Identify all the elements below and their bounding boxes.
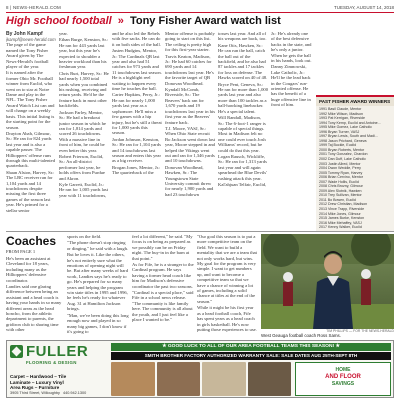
paragraph: Kyle Garrett, Euclid, Jr.: He ran for 1,005 yards last year with 11 touchdowns, — [59, 181, 108, 198]
list-item: 2014 Mike Jones, Gilmour — [319, 211, 361, 216]
list-item: 2017 Kenny Walker, Euclid — [319, 225, 362, 230]
paragraph: Bryce Pent, Geneva, Sr.: He ran for more than 1,000 yards last year and also more than 100 tackles as a ball-hawking linebacker. He's a special talent. — [218, 81, 268, 114]
list-item: 2013 Vince Trapp, Riverside — [319, 207, 365, 212]
paragraph: and he also led the Rebels with five sacks. He can do it on both sides of the ball. — [112, 31, 161, 47]
paragraph: Shaan Alston, Harvey, Sr.: The LBC receiver ran for 1,104 yards and 14 touchdowns despite missing the first three games of the season last year. He's primed for a stellar senior — [6, 169, 55, 213]
list-item: 2005 Tommy Ryan, Harvey — [319, 170, 363, 175]
paragraph: "The phone doesn't stop ringing or dinging," he said with a laugh. — [67, 240, 129, 251]
paragraph: Travis Keaton, Madison, Jr.: He had 60 catches for 690 yards and 14 touchdowns last year. He's the favorite target of QB Donovan Woodhead. — [165, 53, 214, 86]
ad-product-list — [10, 374, 110, 391]
paragraph: Ethan Burge, Kenston, Sr.: He ran for 443 yards last year, but this year he's expected to shoulder a heavier workload than his freshman year. — [59, 37, 109, 70]
headline-kicker: High school football — [6, 15, 112, 27]
ad-side-text: AND FLOOR — [325, 374, 361, 380]
paragraph: The page of the game named the Tony Fisher Award given by The News-Herald's football player of the year. — [6, 42, 49, 70]
paragraph: year. — [59, 31, 68, 36]
ad-photo-strip — [111, 362, 291, 396]
paragraph: While it might be his first year as a head football coach, Fife has spent years as a head coach in girls basketball. He's now putting those experiences to use. — [197, 305, 257, 332]
paragraph: Will Randall, Madison, Sr.: The 6-foot-1 ranger is capable of special things. Most in Madison felt no one could ever touch Josh Williams' record, but he could do that this year. — [218, 115, 266, 153]
paragraph: Jordan Johnson, Kenston, Sr.: He ran for 1,104 yards and 14 touchdowns last season and enters this year as a big receiver. — [112, 136, 161, 164]
paragraph: "Our goal this season is to put a more competitive team on the field. We want to build a mentality that we are a team that not only works hard, but wins. My goal for the program is very simple. I want to get numbers up, and want to become a competitive team so that we have a chance of winning a lot of games, including a solid chance at titles at the end of the season." — [197, 234, 257, 304]
list-item: 1995 Mike Gomez, Lake Catholic — [319, 125, 372, 130]
coach-photo-image — [261, 234, 394, 329]
article-column-5 — [218, 31, 268, 229]
ad-brand: FULLER — [26, 343, 89, 360]
headline-title: Tony Fisher Award watch list — [129, 15, 281, 27]
brand-mark-icon — [10, 345, 23, 358]
byline-email: jkampf@news-herald.com — [6, 37, 56, 42]
list-item: 2003 Justin Allred, Mentor — [319, 161, 361, 166]
flooring-photo — [248, 362, 292, 396]
paragraph: sports on the field. — [67, 234, 102, 239]
paragraph: Robert Frierson, Euclid, Sr.: An all-district performer last year, he holds offers from Purdue and Akron. — [59, 153, 105, 181]
ad-banner: ★ GOOD LUCK TO ALL OF OUR AREA FOOTBALL TEAMS THIS SEASON! ★ — [111, 343, 391, 351]
paragraph: "Cardinal is a special place," said Fife in a school news release. "The community is like family here. The community is all about the youth, and I just feel like a place I wanted to be." — [132, 290, 194, 323]
coaches-column-1 — [6, 256, 64, 338]
ad-side-text: HOME — [335, 367, 351, 373]
paragraph: It is named after the former Ohio Mr. Football winner from Euclid, who went on to star at Notre Dame and play in the NFL. The Tony Fisher Award Watch List can and will change on a weekly basis. This initial listing is the starting point for the season. — [6, 70, 55, 130]
paragraph: Jr.: He's already one of the best defensive backs in the state, and he's only a junior. When he gets the ball in his hands, look out. — [271, 31, 312, 64]
photo-caption: West Geauga football coach Ross Sams. — [261, 333, 341, 338]
flooring-photo — [157, 362, 201, 396]
list-item: 2000 Bryan Roberts, Mentor — [319, 147, 365, 152]
list-item: 2006 Brian Cervino, Mentor — [319, 175, 363, 180]
article-column-4 — [165, 31, 215, 229]
list-item: 2009 Alex Slotnik, Hawken — [319, 188, 362, 193]
list-item: 2011 Bo Bowen, Euclid — [319, 197, 356, 202]
page-date: TUESDAY, AUGUST 14, 2018 — [333, 5, 394, 10]
article-column-3 — [112, 31, 162, 229]
paragraph: Carter Hopkins, Perry, Jr.: He ran for nearly 1,000 yards last year as a sophomore. He'll miss a few games with a hip injury, but he's still a threat for 1,000 yards this season. — [112, 92, 162, 136]
sidebar-list — [316, 106, 394, 231]
paragraph: He's been an assistant at Cleveland for 18 years, including many as the Hilltoppers' defensive coordinator. — [6, 256, 51, 283]
page-folio: 8 | NEWS-HERALD.COM — [6, 5, 61, 10]
paragraph: Landies said one glaring difference between being an assistant and a head coach is having your hands in so many different areas as the head honcho, from the athletic department to parents, the gridiron club to sharing time with other — [6, 284, 62, 333]
coaches-jump: FROM PAGE 1 — [6, 249, 36, 254]
list-item: 1998 Jason Prichard, Geneva — [319, 138, 367, 143]
list-item: 1996 Bryan Turner, VASJ — [319, 129, 360, 134]
list-item: 2010 Trey Sullivan, Mentor — [319, 193, 362, 198]
ad-address: 3905 Third Street, Willoughby — [10, 391, 60, 395]
paragraph: Logan Rausch, Wickliffe, Sr.: He ran for 1,313 yards last year and will again spearhead the Blue Devils' rushing attack this year. — [218, 153, 267, 181]
list-item: Carpet – Hardwood – Tile — [10, 374, 67, 379]
list-item: 1992 Mike Wilson, Madison — [319, 111, 363, 116]
paragraph: Donovan Woodhead, Hawken, Sr.: The Youngstown State University commit threw for nearly 1,900 yards and had 23 touchdown — [165, 164, 214, 197]
past-winners-sidebar — [316, 95, 394, 232]
list-item: 1994 Tony Kemp, Euclid and Antoine... — [319, 120, 381, 125]
list-item: 2012 Drew Christian, Madison — [319, 202, 368, 207]
article-column-1 — [6, 31, 56, 229]
fuller-flooring-ad[interactable] — [6, 340, 394, 398]
list-item: 2004 Dwon Weddle, Perry — [319, 166, 361, 171]
ad-sale-banner: SMITH BROTHER FACTORY AUTHORIZED WARRANTY SALE: SALE DATES AUG 25TH-SEPT 8TH — [111, 352, 391, 360]
article-column-2 — [59, 31, 109, 229]
list-item: 1999 Taj Buckle, Euclid — [319, 143, 357, 148]
paragraph: Mentor offense is probably going to start on this list. The ceiling is pretty high for this first-year starter. — [165, 31, 215, 53]
ad-logo — [10, 344, 108, 374]
paragraph: Kal'ahjuan Telfair, Euclid, — [218, 181, 267, 187]
paragraph: As for Fife, he is a stranger to the Cardinal program. He says having a former head coach like him for Madison's defensive coordinator the past two seasons. — [132, 262, 194, 289]
coaches-column-3 — [132, 234, 194, 338]
list-item: Area Rugs – Furniture — [10, 385, 60, 391]
coaches-headline: Coaches — [6, 234, 57, 248]
photo-credit: TIM PHILLIPS — FOR THE NEWS-HERALD — [326, 329, 394, 333]
paragraph: Kane Otis, Hawken, Sr.: He can run the ball, catch the ball out of the backfield, and he also had 87 tackles and 17 tackles for loss on defense. The Hawks scored on 40 of 48. — [218, 42, 268, 81]
ad-brand-sub: FLOORING & DESIGN — [26, 360, 77, 365]
coaches-column-4 — [197, 234, 258, 338]
list-item: Laminate – Luxury Vinyl — [10, 379, 64, 385]
paragraph: T.J. Moore, VASJ, Sr.: When Ohio State recruit Bo Jackson went down last year, Moore stepped in and helped the Vikings went out and ran for 1,346 yards and 10 touchdowns. — [165, 125, 215, 164]
coaches-column-2 — [67, 234, 129, 338]
article-column-6b — [316, 31, 394, 93]
list-item: 1997 Bryan Lewis, South and Madi... — [319, 134, 378, 139]
paragraph: feel a lot different," he said. "My focus is on being as prepared as we possibly can be on Friday night. The buy-in in the barn at that point." — [132, 234, 193, 261]
list-item: 2007 Wade Hollis, Euclid — [319, 179, 359, 184]
list-item: 2008 Chris Brozny, Gilmour — [319, 184, 363, 189]
sidebar-title: PAST FISHER AWARD WINNERS — [316, 97, 394, 106]
ad-phone: 440.942.1300 — [63, 391, 87, 395]
ad-savings-box — [295, 362, 391, 396]
paragraph: Brogan Jones, Mentor, Jr.: The quarterback of the — [112, 164, 161, 176]
article-column-6 — [271, 31, 313, 229]
flooring-photo — [202, 362, 246, 396]
paragraph: Drayton Abah, Gilmour, Sr.: He ran for 824 yards last year and is also a capable passer. The Hilltoppers' offense runs through this multi-talented quarterback. — [6, 130, 55, 169]
coach-photo — [261, 234, 394, 329]
list-item: 2002 Dan Duff, Lake Catholic — [319, 157, 366, 162]
list-item: 2001 Tony Gonzalez, Chardon — [319, 152, 368, 157]
paragraph: Jackson Farley, Mentor, Sr.: He had a breakout junior season in which he ran for 1,814 yards and scored 26 touchdowns. With a massive line in front of him, he could be even better this year. — [59, 109, 106, 153]
paragraph: But he loves it. Like the others, he's not entirely sure what the emotions of opening night will be. But after many weeks of hard work, Landies says he's ready to go. He's prepared for so many years and helping the program win state titles in 1995 and 1996, he feels he's ready for whatever Aug. 31 at Hamilton Jackson brings. — [67, 252, 129, 312]
list-item: 1993 Pat Kerrigan, Riverside — [319, 116, 365, 121]
paragraph: tosses last year. And all of his weapons are back, too. — [218, 31, 267, 42]
paragraph: Justen Hudgins, Mentor, Jr.: The Cardinals QB last year and also had 51 catches for 973 yards and 11 touchdowns last season. He is a highlight reel waiting to happen every time he touches the ball. — [112, 48, 162, 92]
section-divider — [6, 231, 394, 232]
paragraph: Danny Zimnowski, Lake Catholic, Jr.: He'll be the lead back in the Cougars' run-oriented offense. He has the benefit of a huge offensive line in front of him. — [271, 64, 311, 108]
paragraph: Chris Burt, Harvey, Sr.: He had nearly 1,500 total yards when you combined his rushing, receiving and return yards. He'd be the feature back in most other backfields. — [59, 70, 109, 109]
list-item: 2016 Mike Mehaffey, VASJ — [319, 220, 362, 225]
list-item: 1991 Basil Claude, Mentor — [319, 107, 362, 111]
article-headline — [6, 15, 394, 29]
paragraph: "Man, we've been doing this long enough now and played in so many big games, I don't know if it's going to — [67, 312, 129, 334]
list-item: 2015 James Burke, Kenston — [319, 216, 365, 221]
header-rule — [6, 12, 394, 13]
flooring-photo — [111, 362, 155, 396]
ad-side-text: SAVINGS — [331, 381, 355, 387]
headline-separator: » — [117, 15, 124, 27]
byline: By John Kampf — [6, 31, 43, 37]
paragraph: Kyndall McComb, Riverside, Sr.: The Beavers' back ran for 1,670 yards and 19 touchdowns last year in his first year as the Beavers' feature back. — [165, 87, 215, 125]
